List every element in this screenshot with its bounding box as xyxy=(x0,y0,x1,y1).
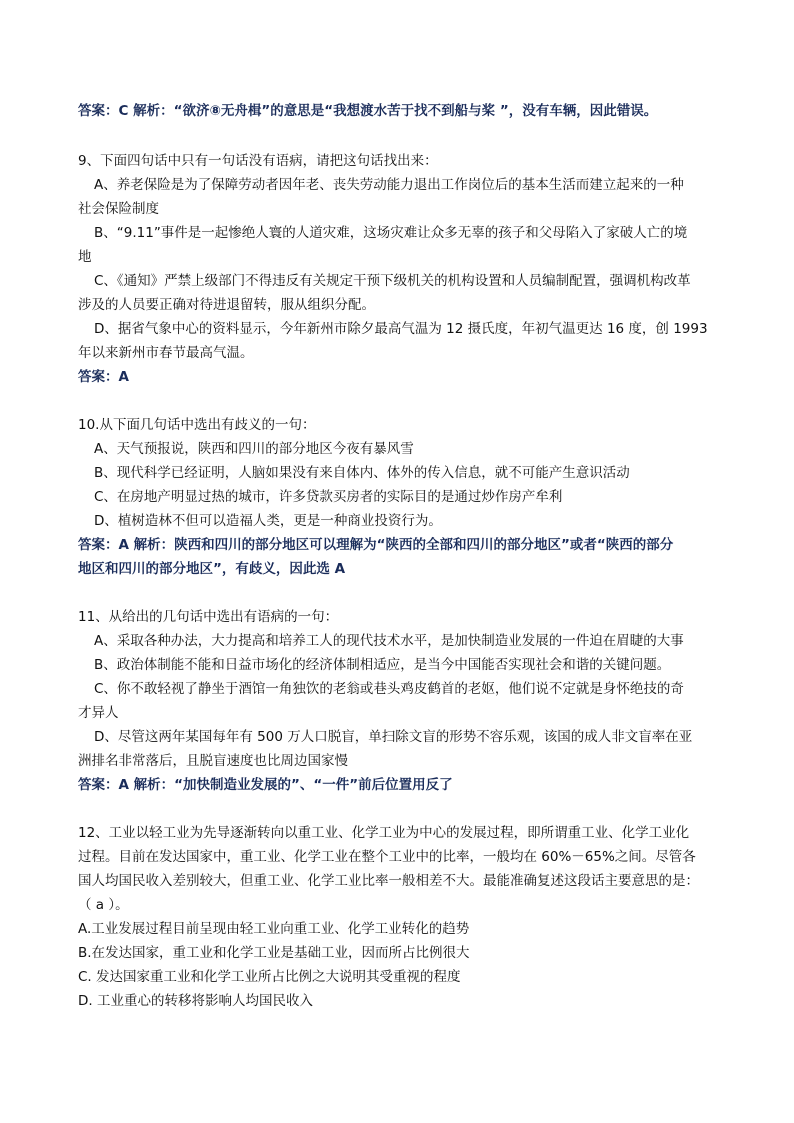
question-12-option-b: B.在发达国家，重工业和化学工业是基础工业，因而所占比例很大 xyxy=(78,945,470,961)
question-12-blank: （ a ）。 xyxy=(78,897,129,913)
question-10-option-c: C、在房地产明显过热的城市，许多贷款买房者的实际目的是通过炒作房产牟利 xyxy=(94,489,563,505)
question-10-option-a: A、天气预报说，陕西和四川的部分地区今夜有暴风雪 xyxy=(94,441,414,457)
question-11-stem: 11、从给出的几句话中选出有语病的一句： xyxy=(78,609,339,625)
question-12-paragraph-2: 过程。目前在发达国家中，重工业、化学工业在整个工业中的比率，一般均在 60%－65%之间。尽管各 xyxy=(78,849,696,865)
question-11-option-d: D、尽管这两年某国每年有 500 万人口脱盲，单扫除文盲的形势不容乐观，该国的成人非文盲率在亚 xyxy=(94,729,693,745)
question-9-answer: 答案：A xyxy=(78,369,129,385)
question-11-option-c-cont: 才异人 xyxy=(78,705,119,721)
answer-line: 答案：C 解析：“欲济⑧无舟楫”的意思是“我想渡水苦于找不到船与桨 ”，没有车辆，因此错误。 xyxy=(78,103,658,119)
question-9-option-a: A、养老保险是为了保障劳动者因年老、丧失劳动能力退出工作岗位后的基本生活而建立起来的一种 xyxy=(94,177,684,193)
question-10-option-b: B、现代科学已经证明，人脑如果没有来自体内、体外的传入信息，就不可能产生意识活动 xyxy=(94,465,630,481)
question-9-stem: 9、下面四句话中只有一句话没有语病，请把这句话找出来： xyxy=(78,153,438,169)
question-11-option-c: C、你不敢轻视了静坐于酒馆一角独饮的老翁或巷头鸡皮鹤首的老妪，他们说不定就是身怀绝技的奇 xyxy=(94,681,684,697)
question-11-option-a: A、采取各种办法，大力提高和培养工人的现代技术水平，是加快制造业发展的一件迫在眉睫的大事 xyxy=(94,633,684,649)
question-11-answer: 答案：A 解析：“加快制造业发展的”、“一件”前后位置用反了 xyxy=(78,777,453,793)
question-12-paragraph-3: 国人均国民收入差别较大，但重工业、化学工业比率一般相差不大。最能准确复述这段话主要意思的是： xyxy=(78,873,699,889)
question-9-option-d: D、据省气象中心的资料显示，今年新州市除夕最高气温为 12 摄氏度，年初气温更达 16 度，创 1993 xyxy=(94,321,708,337)
question-12-paragraph-1: 12、工业以轻工业为先导逐渐转向以重工业、化学工业为中心的发展过程，即所谓重工业、化学工业化 xyxy=(78,825,690,841)
question-12-option-c: C. 发达国家重工业和化学工业所占比例之大说明其受重视的程度 xyxy=(78,969,461,985)
question-11-option-b: B、政治体制能不能和日益市场化的经济体制相适应，是当今中国能否实现社会和谐的关键问题。 xyxy=(94,657,671,673)
question-9-option-c: C、《通知》严禁上级部门不得违反有关规定干预下级机关的机构设置和人员编制配置，强调机构改革 xyxy=(94,273,691,289)
question-12-option-a: A.工业发展过程目前呈现由轻工业向重工业、化学工业转化的趋势 xyxy=(78,921,470,937)
question-10-option-d: D、植树造林不但可以造福人类，更是一种商业投资行为。 xyxy=(94,513,442,529)
question-12-option-d: D. 工业重心的转移将影响人均国民收入 xyxy=(78,993,313,1009)
question-11-option-d-cont: 洲排名非常落后，且脱盲速度也比周边国家慢 xyxy=(78,753,348,769)
question-9-option-b: B、“9.11”事件是一起惨绝人寰的人道灾难，这场灾难让众多无辜的孩子和父母陷入了家破人亡的境 xyxy=(94,225,688,241)
question-9-option-c-cont: 涉及的人员要正确对待进退留转，服从组织分配。 xyxy=(78,297,375,313)
question-9-option-b-cont: 地 xyxy=(78,249,92,265)
question-9-option-d-cont: 年以来新州市春节最高气温。 xyxy=(78,345,254,361)
question-10-stem: 10.从下面几句话中选出有歧义的一句： xyxy=(78,417,316,433)
question-9-option-a-cont: 社会保险制度 xyxy=(78,201,159,217)
question-10-answer-cont: 地区和四川的部分地区”，有歧义，因此选 A xyxy=(78,561,346,577)
question-10-answer: 答案：A 解析：陕西和四川的部分地区可以理解为“陕西的全部和四川的部分地区”或者“陕西的部分 xyxy=(78,537,674,553)
